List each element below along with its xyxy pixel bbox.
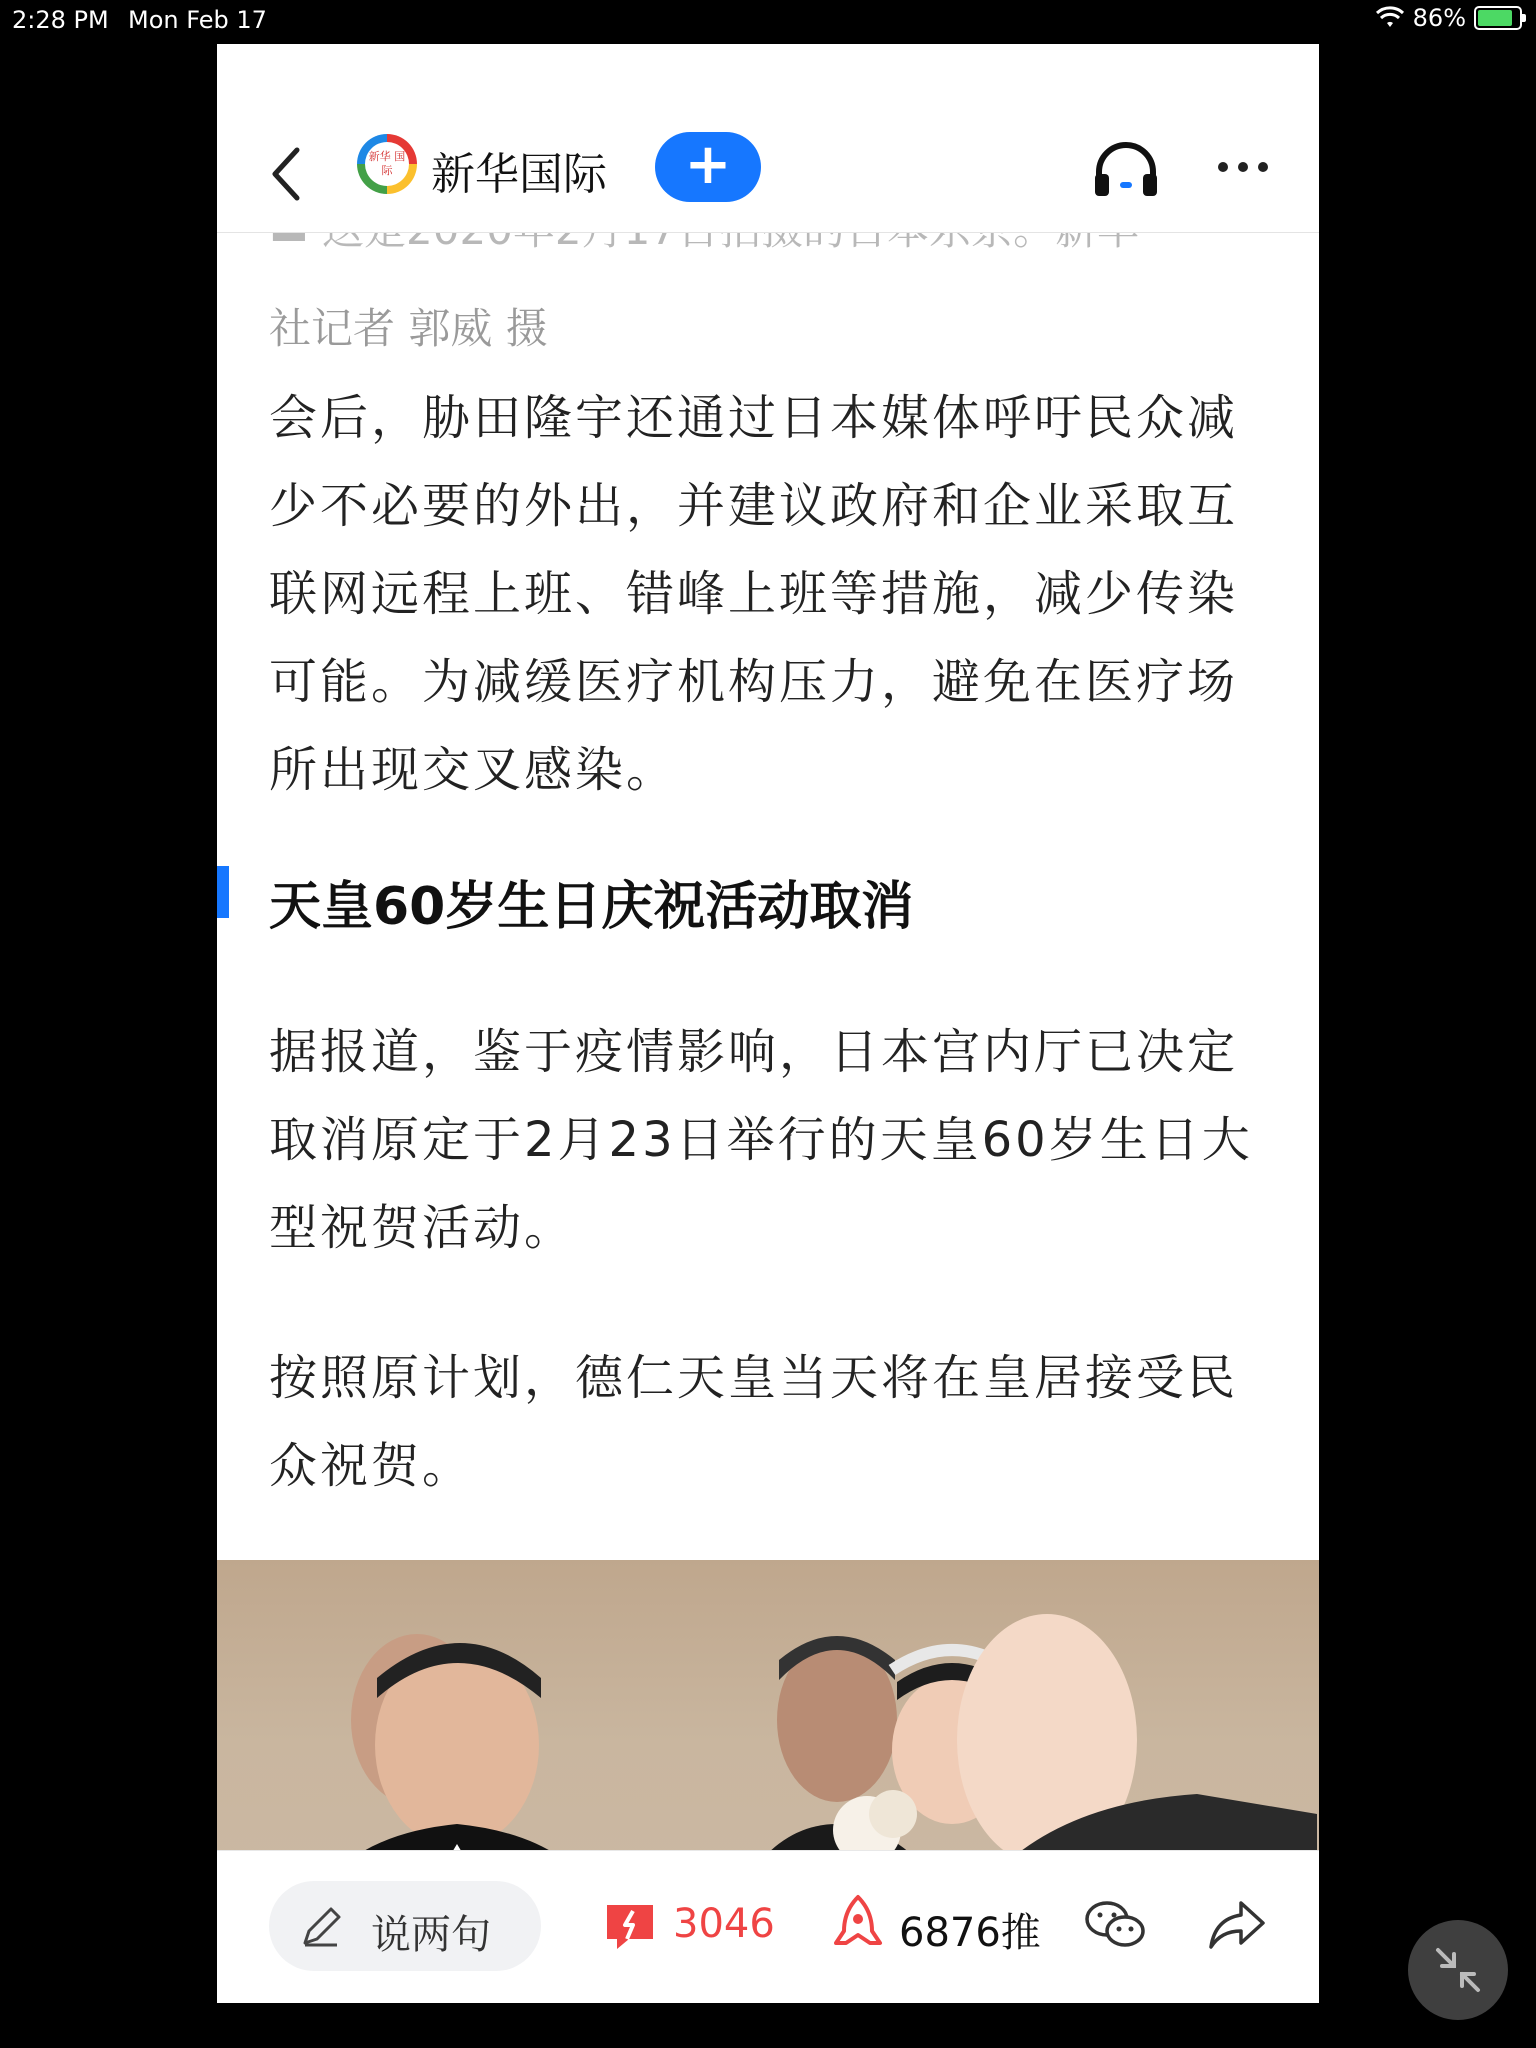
headphone-icon[interactable]: [1093, 138, 1159, 198]
more-dots-icon[interactable]: [1215, 152, 1271, 182]
follow-button[interactable]: +: [655, 132, 761, 202]
battery-icon: [1474, 6, 1522, 30]
status-right: [1375, 4, 1522, 32]
article-paragraph: 按照原计划，德仁天皇当天将在皇居接受民众祝贺。: [269, 1350, 1239, 1494]
push-count[interactable]: 6876推: [899, 1910, 1041, 1956]
photo-caption: 社记者 郭威 摄: [269, 304, 548, 353]
status-bar: [0, 0, 1536, 40]
wifi-icon: [1375, 6, 1405, 30]
article-paragraph: 据报道，鉴于疫情影响，日本宫内厅已决定取消原定于2月23日举行的天皇60岁生日大型祝贺活动。: [269, 1024, 1253, 1256]
comment-bubble-icon[interactable]: [603, 1899, 657, 1953]
article-photo[interactable]: [217, 1560, 1319, 1894]
article-content: [217, 232, 1319, 1894]
section-title: 天皇60岁生日庆祝活动取消: [269, 877, 914, 937]
rocket-icon[interactable]: [831, 1893, 885, 1953]
back-chevron-icon[interactable]: [267, 144, 307, 204]
section-accent-bar: [217, 866, 229, 918]
bottom-action-bar: [217, 1850, 1319, 2003]
channel-logo-text: 新华 国际: [365, 142, 409, 186]
status-time: 2:28 PM: [12, 6, 109, 34]
top-nav-bar: [217, 44, 1319, 233]
comment-count[interactable]: 3046: [673, 1901, 775, 1947]
pencil-icon: [299, 1905, 343, 1949]
channel-name[interactable]: 新华国际: [431, 149, 607, 200]
photo-illustration: [217, 1560, 1319, 1894]
collapse-arrows-icon: [1408, 1920, 1508, 2020]
share-arrow-icon[interactable]: [1207, 1897, 1267, 1953]
status-date: Mon Feb 17: [128, 6, 267, 34]
wechat-icon[interactable]: [1083, 1897, 1147, 1953]
comment-input[interactable]: [269, 1881, 541, 1971]
article-paragraph: 会后，胁田隆宇还通过日本媒体呼吁民众减少不必要的外出，并建议政府和企业采取互联网远程上班、错峰上班等措施，减少传染可能。为减缓医疗机构压力，避免在医疗场所出现交叉感染。: [269, 390, 1239, 798]
battery-percent: 86%: [1412, 4, 1466, 32]
channel-logo[interactable]: [357, 134, 417, 194]
collapse-button[interactable]: [1408, 1920, 1508, 2020]
comment-placeholder: 说两句: [371, 1912, 491, 1958]
app-window: [217, 44, 1319, 2002]
